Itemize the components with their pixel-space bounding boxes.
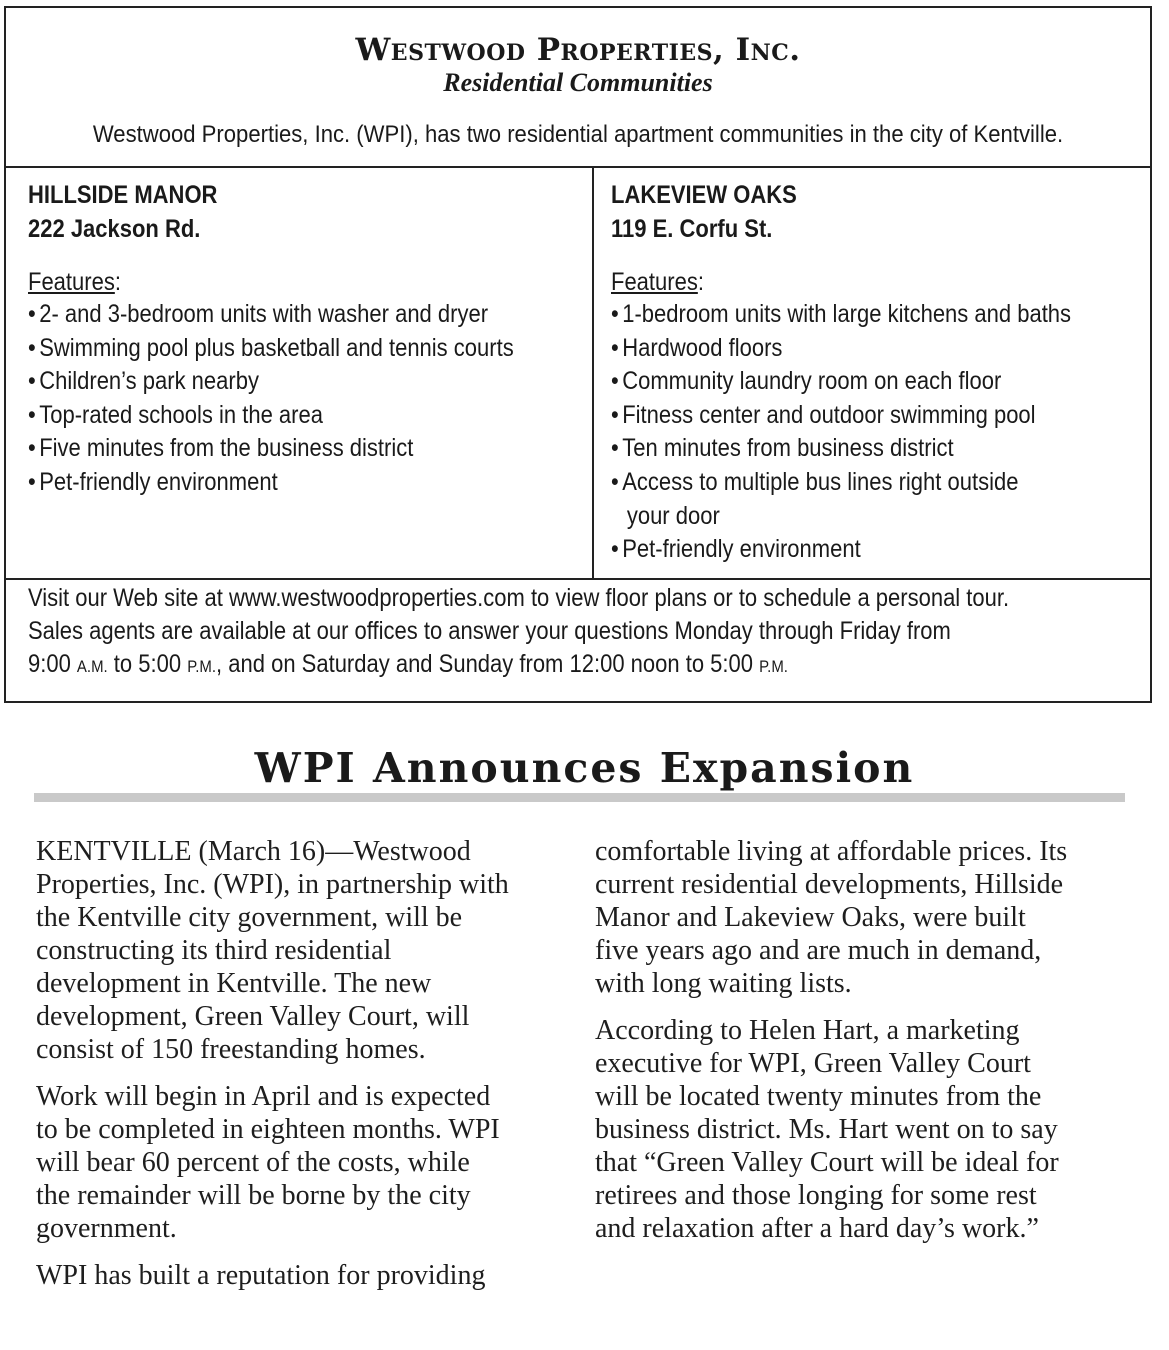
list-item: • Community laundry room on each floor <box>611 367 1002 396</box>
list-item: • Swimming pool plus basketball and tennis courts <box>28 333 514 362</box>
list-item: • Pet-friendly environment <box>28 467 278 496</box>
article-paragraph: WPI has built a reputation for providing <box>36 1260 486 1291</box>
list-item: • Ten minutes from business district <box>611 434 954 463</box>
list-item: • 1-bedroom units with large kitchens and baths <box>611 300 1072 328</box>
company-tagline: Residential Communities <box>443 68 713 97</box>
footer-line: 9:00 A.M. to 5:00 P.M., and on Saturday and Sunday from 12:00 noon to 5:00 P.M. <box>28 650 788 678</box>
article-paragraph: comfortable living at affordable prices. Its current residential developments, Hillside Manor and Lakeview Oaks, were built five years ago and are much in demand, with long waiting lists. <box>595 836 1068 999</box>
headline-rule <box>34 793 1125 802</box>
features-label: Features: <box>611 268 704 296</box>
ad-intro: Westwood Properties, Inc. (WPI), has two residential apartment communities in the city of Kentville. <box>92 121 1064 148</box>
communities-columns <box>6 166 1150 580</box>
article-headline: WPI Announces Expansion <box>254 744 915 792</box>
lakeview-oaks-column <box>594 166 1150 578</box>
community-name: HILLSIDE MANOR <box>28 181 218 209</box>
list-item: • Five minutes from the business district <box>28 434 414 463</box>
list-item: • 2- and 3-bedroom units with washer and dryer <box>28 300 489 328</box>
ad-footer <box>28 582 1140 683</box>
article-paragraph: Work will begin in April and is expected to be completed in eighteen months. WPI will bear 60 percent of the costs, while the remainder will be borne by the city government. <box>36 1081 500 1244</box>
list-item: • Hardwood floors <box>611 333 783 362</box>
article-column-1 <box>36 835 566 1306</box>
feature-list <box>28 298 592 500</box>
list-item-continuation: your door <box>626 501 720 530</box>
community-name: LAKEVIEW OAKS <box>611 181 797 209</box>
list-item: • Top-rated schools in the area <box>28 400 323 429</box>
article-paragraph: According to Helen Hart, a marketing executive for WPI, Green Valley Court will be located twenty minutes from the business district. Ms. Hart went on to say that “Green Valley Court will be ideal for retirees and those longing for some rest and relaxation after a hard day’s work.” <box>595 1015 1059 1244</box>
community-address: 119 E. Corfu St. <box>611 215 773 243</box>
footer-line: Sales agents are available at our offices to answer your questions Monday through Friday from <box>28 617 951 645</box>
list-item: • Fitness center and outdoor swimming pool <box>611 400 1036 429</box>
footer-line: Visit our Web site at www.westwoodproperties.com to view floor plans or to schedule a personal tour. <box>28 584 1010 612</box>
ad-header <box>6 8 1150 168</box>
article-paragraph: KENTVILLE (March 16)—Westwood Properties, Inc. (WPI), in partnership with the Kentville city government, will be constructing its third residential development in Kentville. The new development, Green Valley Court, will consist of 150 freestanding homes. <box>36 836 509 1065</box>
list-item: • Pet-friendly environment <box>611 535 861 564</box>
feature-list <box>611 298 1150 567</box>
list-item: • Children’s park nearby <box>28 367 259 396</box>
hillside-manor-column <box>6 166 594 578</box>
features-label: Features: <box>28 268 121 296</box>
company-name: Westwood Properties, Inc. <box>355 32 801 68</box>
article-column-2 <box>595 835 1135 1259</box>
advertisement-box <box>4 6 1152 703</box>
list-item: • Access to multiple bus lines right outside <box>611 467 1019 496</box>
community-address: 222 Jackson Rd. <box>28 215 201 243</box>
